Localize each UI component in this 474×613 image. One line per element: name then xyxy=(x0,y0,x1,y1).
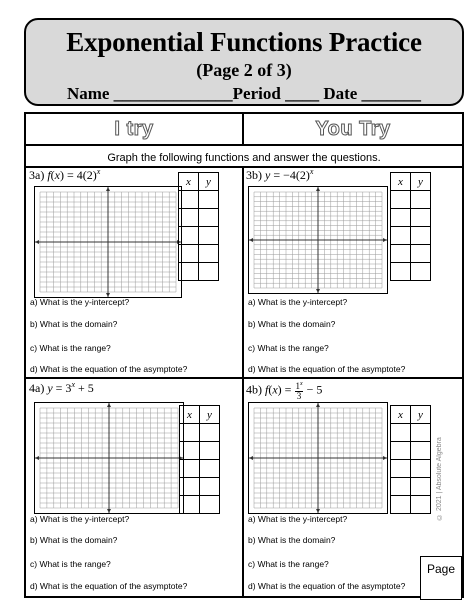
problem-3b xyxy=(242,164,462,376)
question-domain: b) What is the domain? xyxy=(30,319,118,329)
table-header-y: y xyxy=(411,173,431,191)
name-period-date-line: Name ______________Period ____ Date _______ xyxy=(66,84,422,103)
table-cell[interactable] xyxy=(411,227,431,245)
table-cell[interactable] xyxy=(200,460,220,478)
xy-table[interactable] xyxy=(390,405,431,514)
table-cell[interactable] xyxy=(180,442,200,460)
table-cell[interactable] xyxy=(180,478,200,496)
question-range: c) What is the range? xyxy=(30,559,111,569)
problem-equation: 4b) f(x) = $\frac{1^x}{3}$ − 5 xyxy=(246,381,323,401)
problem-4a xyxy=(24,377,241,597)
question-domain: b) What is the domain? xyxy=(248,319,336,329)
table-cell[interactable] xyxy=(200,478,220,496)
question-range: c) What is the range? xyxy=(248,343,329,353)
table-cell[interactable] xyxy=(411,263,431,281)
table-cell[interactable] xyxy=(391,460,411,478)
table-cell[interactable] xyxy=(180,424,200,442)
question-domain: b) What is the domain? xyxy=(248,535,336,545)
table-cell[interactable] xyxy=(200,442,220,460)
table-cell[interactable] xyxy=(179,191,199,209)
problem-equation: 3a) $f(x) = 4(2)^x$ xyxy=(29,167,101,182)
table-cell[interactable] xyxy=(180,496,200,514)
table-cell[interactable] xyxy=(411,496,431,514)
table-header-x: x xyxy=(180,406,200,424)
table-header-x: x xyxy=(391,173,411,191)
question-y-intercept: a) What is the y-intercept? xyxy=(248,514,348,524)
table-cell[interactable] xyxy=(180,460,200,478)
table-cell[interactable] xyxy=(411,442,431,460)
coordinate-grid[interactable] xyxy=(248,186,388,294)
table-cell[interactable] xyxy=(411,209,431,227)
question-y-intercept: a) What is the y-intercept? xyxy=(248,297,348,307)
table-cell[interactable] xyxy=(411,191,431,209)
problem-equation: 3b) $y = -4(2)^x$ xyxy=(246,167,314,182)
table-cell[interactable] xyxy=(391,209,411,227)
table-cell[interactable] xyxy=(411,424,431,442)
column-heading-i-try: I try xyxy=(114,118,154,140)
question-asymptote: d) What is the equation of the asymptote? xyxy=(248,581,406,591)
table-cell[interactable] xyxy=(179,245,199,263)
table-cell[interactable] xyxy=(391,478,411,496)
worksheet-header xyxy=(24,18,464,106)
table-cell[interactable] xyxy=(391,227,411,245)
coordinate-grid[interactable] xyxy=(34,186,182,298)
table-cell[interactable] xyxy=(199,227,219,245)
table-header-y: y xyxy=(411,406,431,424)
table-header-x: x xyxy=(391,406,411,424)
table-cell[interactable] xyxy=(391,496,411,514)
table-cell[interactable] xyxy=(411,478,431,496)
question-asymptote: d) What is the equation of the asymptote? xyxy=(248,364,406,374)
question-asymptote: d) What is the equation of the asymptote? xyxy=(30,364,188,374)
xy-table[interactable] xyxy=(178,172,219,281)
table-cell[interactable] xyxy=(199,245,219,263)
table-cell[interactable] xyxy=(199,263,219,281)
question-domain: b) What is the domain? xyxy=(30,535,118,545)
problem-equation: 4a) $y = 3^x + 5$ xyxy=(29,380,94,395)
table-cell[interactable] xyxy=(179,263,199,281)
table-cell[interactable] xyxy=(179,227,199,245)
divider xyxy=(26,144,462,146)
table-cell[interactable] xyxy=(199,191,219,209)
question-range: c) What is the range? xyxy=(30,343,111,353)
table-cell[interactable] xyxy=(200,496,220,514)
question-asymptote: d) What is the equation of the asymptote? xyxy=(30,581,188,591)
table-cell[interactable] xyxy=(391,442,411,460)
coordinate-grid[interactable] xyxy=(34,402,184,514)
worksheet-title: Exponential Functions Practice xyxy=(66,27,422,57)
table-cell[interactable] xyxy=(391,245,411,263)
question-y-intercept: a) What is the y-intercept? xyxy=(30,297,130,307)
table-cell[interactable] xyxy=(411,245,431,263)
table-cell[interactable] xyxy=(199,209,219,227)
question-range: c) What is the range? xyxy=(248,559,329,569)
table-cell[interactable] xyxy=(391,191,411,209)
table-cell[interactable] xyxy=(391,263,411,281)
xy-table[interactable] xyxy=(390,172,431,281)
table-header-y: y xyxy=(199,173,219,191)
table-cell[interactable] xyxy=(411,460,431,478)
page-label: Page xyxy=(420,556,462,600)
instructions: Graph the following functions and answer the questions. xyxy=(107,152,381,164)
question-y-intercept: a) What is the y-intercept? xyxy=(30,514,130,524)
coordinate-grid[interactable] xyxy=(248,402,388,514)
table-header-x: x xyxy=(179,173,199,191)
table-header-y: y xyxy=(200,406,220,424)
worksheet-subtitle: (Page 2 of 3) xyxy=(196,60,292,80)
table-cell[interactable] xyxy=(179,209,199,227)
table-cell[interactable] xyxy=(391,424,411,442)
column-heading-you-try: You Try xyxy=(315,118,391,140)
copyright-note: © 2021 | Absolute Algebra xyxy=(436,437,443,520)
xy-table[interactable] xyxy=(179,405,220,514)
table-cell[interactable] xyxy=(200,424,220,442)
problem-3a xyxy=(24,164,241,376)
